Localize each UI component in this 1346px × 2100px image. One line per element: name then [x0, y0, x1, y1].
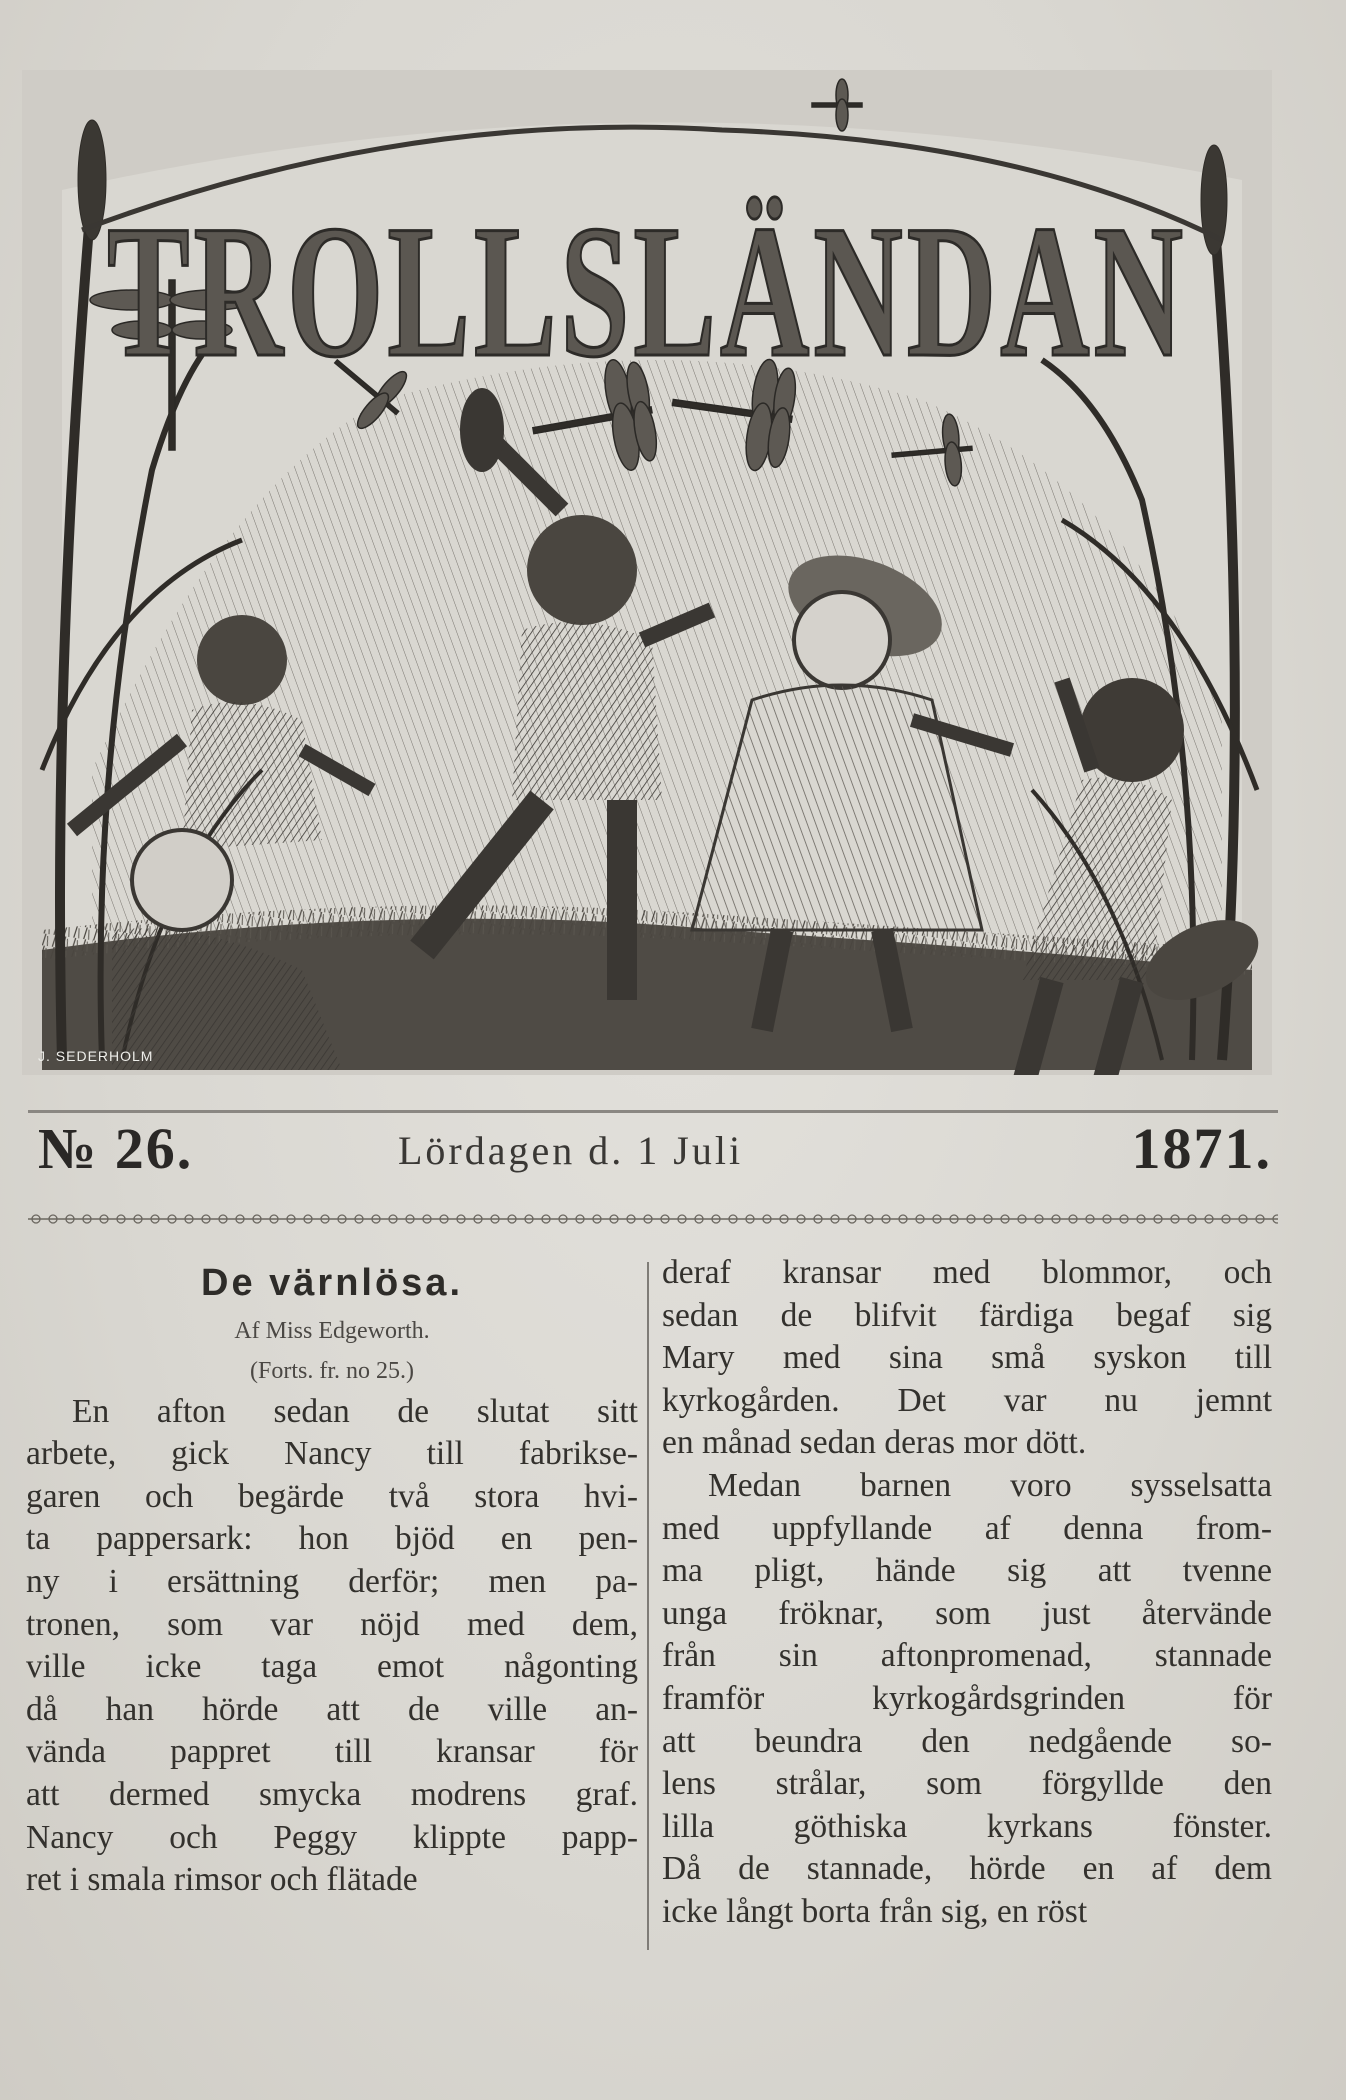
text-line: icke långt borta från sig, en röst [662, 1892, 1088, 1930]
text-line: deraf kransar med blommor, och [662, 1254, 1272, 1291]
issue-number: № 26. [38, 1116, 194, 1181]
text-line: ta pappersark: hon bjöd en pen- [26, 1520, 638, 1558]
text-line: ny i ersättning derför; men pa- [26, 1562, 638, 1600]
text-line: vända pappret till kransar för [26, 1733, 638, 1771]
issue-year: 1871. [1131, 1116, 1272, 1181]
text-line: Nancy och Peggy klippte papp- [26, 1818, 638, 1856]
text-line: arbete, gick Nancy till fabrikse- [26, 1435, 638, 1473]
text-line: ma pligt, hände sig att tvenne [662, 1552, 1272, 1590]
text-line: med uppfyllande af denna from- [662, 1509, 1272, 1547]
continued-note: (Forts. fr. no 25.) [250, 1357, 414, 1384]
ornamental-chain-rule [28, 1212, 1278, 1226]
text-line: unga fröknar, som just återvände [662, 1594, 1272, 1632]
text-line: lens strålar, som förgyllde den [662, 1765, 1272, 1803]
right-column [662, 1252, 1272, 1934]
issue-line [28, 1115, 1278, 1187]
left-column [26, 1252, 638, 1902]
text-line: att beundra den nedgående so- [662, 1722, 1272, 1760]
text-line: att dermed smycka modrens graf. [26, 1775, 638, 1813]
masthead-illustration [22, 70, 1272, 1075]
text-line: kyrkogården. Det var nu jemnt [662, 1381, 1272, 1419]
text-line: garen och begärde två stora hvi- [26, 1477, 638, 1515]
text-line: lilla göthiska kyrkans fönster. [662, 1807, 1272, 1845]
text-line: Medan barnen voro sysselsatta [708, 1466, 1272, 1504]
right-column-text [662, 1252, 1272, 1934]
text-line: En afton sedan de slutat sitt [72, 1392, 638, 1430]
engraver-signature: J. SEDERHOLM [38, 1048, 154, 1064]
text-line: Då de stannade, hörde en af dem [662, 1850, 1272, 1888]
text-line: sedan de blifvit färdiga begaf sig [662, 1296, 1272, 1334]
text-line: en månad sedan deras mor dött. [662, 1424, 1087, 1462]
text-line: ret i smala rimsor och flätade [26, 1861, 418, 1899]
text-line: Mary med sina små syskon till [662, 1339, 1272, 1377]
text-line: då han hörde att de ville an- [26, 1690, 638, 1728]
left-column-text [26, 1391, 638, 1902]
column-divider [647, 1262, 649, 1950]
issue-date: Lördagen d. 1 Juli [398, 1128, 744, 1173]
text-line: ville icke taga emot någonting [26, 1648, 638, 1686]
text-line: tronen, som var nöjd med dem, [26, 1605, 638, 1643]
article-byline: Af Miss Edgeworth. [234, 1317, 430, 1344]
masthead-title: TROLLSLÄNDAN [107, 187, 1187, 397]
text-line: från sin aftonpromenad, stannade [662, 1637, 1272, 1675]
text-line: framför kyrkogårdsgrinden för [662, 1679, 1272, 1717]
top-rule [28, 1110, 1278, 1113]
engraving-scene [22, 70, 1272, 1075]
article-title: De värnlösa. [201, 1262, 463, 1304]
